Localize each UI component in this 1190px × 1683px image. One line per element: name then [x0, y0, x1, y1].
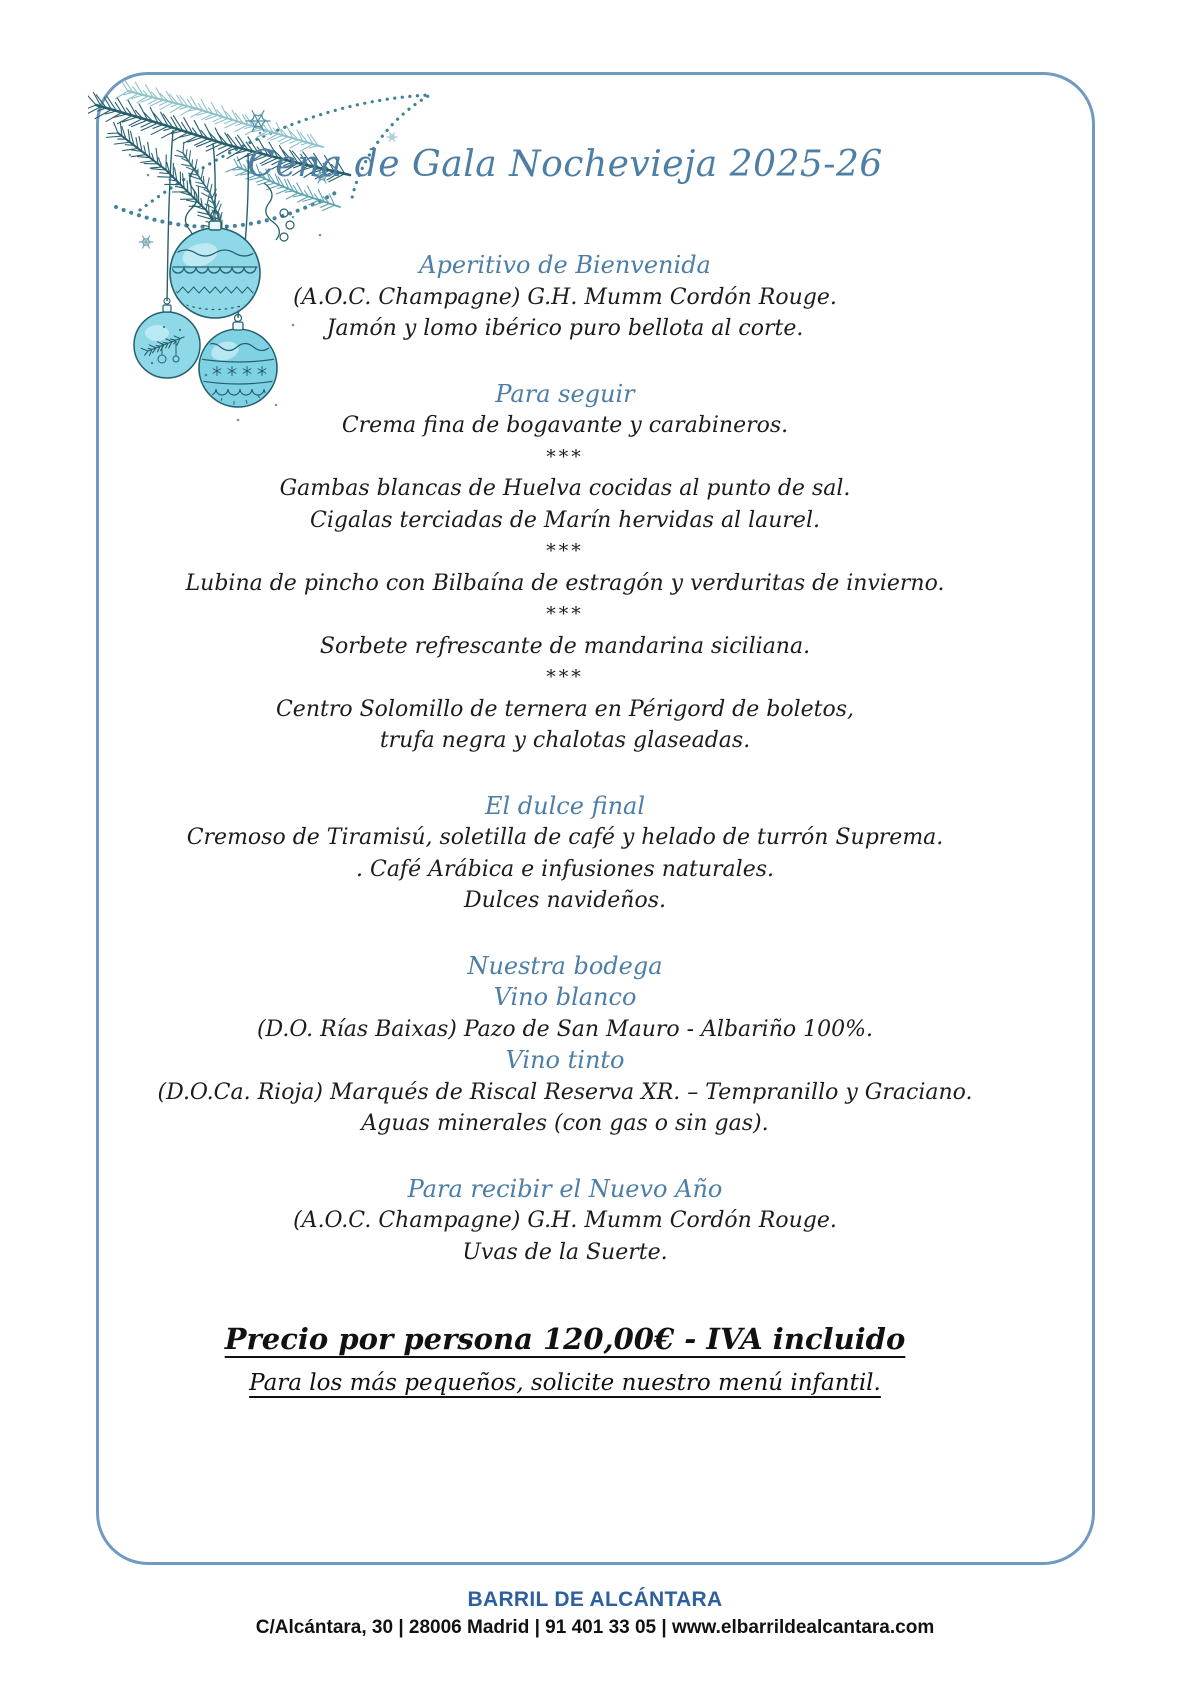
menu-item: Gambas blancas de Huelva cocidas al punto de sal.	[279, 476, 851, 501]
menu-item: Uvas de la Suerte.	[462, 1239, 668, 1265]
menu-item: (A.O.C. Champagne) G.H. Mumm Cordón Rouge.	[293, 1208, 837, 1233]
menu-item: trufa negra y chalotas glaseadas.	[379, 728, 751, 753]
menu-item: (D.O.Ca. Rioja) Marqués de Riscal Reserva XR. – Tempranillo y Graciano.	[157, 1079, 973, 1105]
snowflake-icon	[139, 236, 153, 248]
pricing-block	[33, 1322, 1097, 1396]
price-per-person: Precio por persona 120,00€ - IVA incluido	[224, 1322, 906, 1356]
menu-section-heading: Aperitivo de Bienvenida	[419, 251, 711, 279]
section-spacer	[33, 757, 1097, 791]
course-separator: ***	[546, 540, 584, 562]
menu-item: Dulces navideños.	[463, 888, 667, 913]
menu-section-heading: Vino blanco	[493, 983, 637, 1011]
restaurant-name: BARRIL DE ALCÁNTARA	[467, 1588, 723, 1611]
menu-section-heading: Vino tinto	[505, 1046, 625, 1074]
course-separator: ***	[546, 603, 584, 625]
section-spacer	[33, 345, 1097, 379]
menu-item: Cigalas terciadas de Marín hervidas al laurel.	[310, 507, 820, 533]
menu-content	[33, 250, 1097, 1268]
menu-item: (A.O.C. Champagne) G.H. Mumm Cordón Rouge.	[293, 284, 837, 310]
course-separator: ***	[546, 445, 584, 468]
course-separator: ***	[546, 666, 584, 688]
section-spacer	[33, 1140, 1097, 1174]
menu-item: Jamón y lomo ibérico puro bellota al corte.	[326, 316, 804, 341]
menu-item: Centro Solomillo de ternera en Périgord de boletos,	[275, 696, 855, 722]
kids-menu-note: Para los más pequeños, solicite nuestro menú infantil.	[249, 1370, 881, 1396]
section-spacer	[33, 917, 1097, 951]
snowflake-icon	[387, 133, 397, 142]
menu-item: Sorbete refrescante de mandarina siciliana.	[319, 633, 811, 659]
menu-item: Lubina de pincho con Bilbaína de estragón y verduritas de invierno.	[185, 570, 945, 596]
menu-section-heading: Nuestra bodega	[467, 951, 663, 980]
menu-section-heading: Para recibir el Nuevo Año	[407, 1174, 723, 1203]
menu-item: Crema fina de bogavante y carabineros.	[341, 413, 789, 438]
menu-section-heading: El dulce final	[484, 791, 646, 820]
page-title: Cena de Gala Nochevieja 2025-26	[247, 144, 883, 185]
menu-item: (D.O. Rías Baixas) Pazo de San Mauro - Albariño 100%.	[256, 1016, 874, 1042]
restaurant-footer	[0, 1588, 1190, 1639]
menu-item: Aguas minerales (con gas o sin gas).	[361, 1111, 769, 1136]
restaurant-address: C/Alcántara, 30 | 28006 Madrid | 91 401 33 05 | www.elbarrildealcantara.com	[255, 1617, 935, 1638]
menu-section-heading: Para seguir	[495, 379, 635, 408]
menu-item: Cremoso de Tiramisú, soletilla de café y helado de turrón Suprema.	[186, 825, 944, 850]
menu-item: . Café Arábica e infusiones naturales.	[356, 856, 774, 882]
